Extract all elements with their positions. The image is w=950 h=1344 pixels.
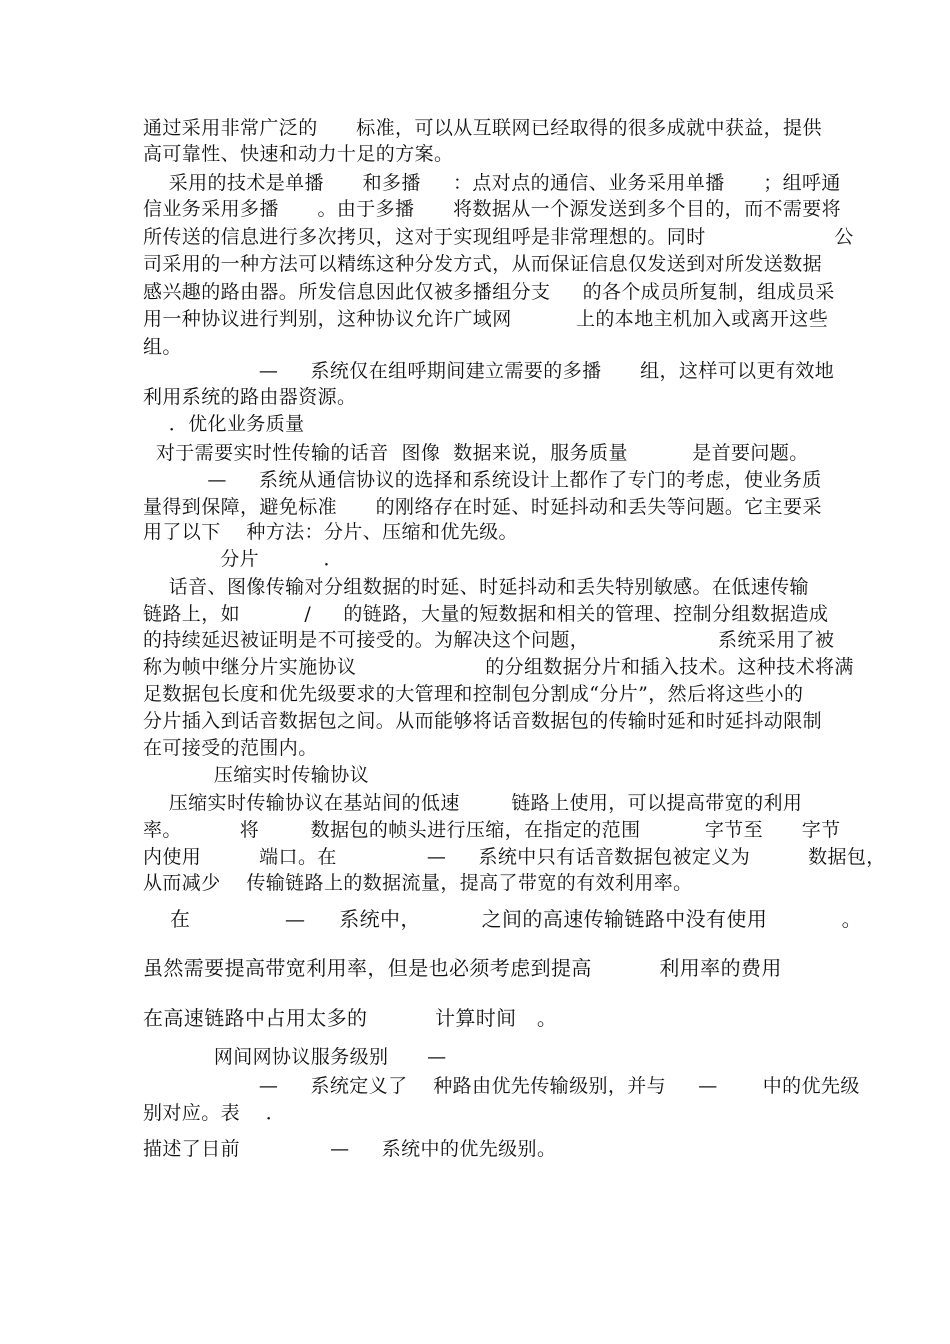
- text-line: 信业务采用多播 。由于多播 将数据从一个源发送到多个目的，而不需要将: [143, 198, 842, 220]
- text-line: 感兴趣的路由器。所发信息因此仅被多播组分支 的各个成员所复制，组成员采: [143, 281, 835, 303]
- text-line: 从而减少 传输链路上的数据流量，提高了带宽的有效利用率。: [143, 872, 693, 894]
- text-line: 称为帧中继分片实施协议 的分组数据分片和插入技术。这种技术将满: [143, 656, 854, 678]
- text-line: 足数据包长度和优先级要求的大管理和控制包分割成“分片”，然后将这些小的: [143, 683, 804, 705]
- text-line: 的持续延迟被证明是不可接受的。为解决这个问题， 系统采用了被: [143, 629, 835, 651]
- text-line: 用一种协议进行判别，这种协议允许广域网 上的本地主机加入或离开这些: [143, 308, 829, 330]
- text-line: 量得到保障，避免标准 的刚络存在时延、时延抖动和丢失等问题。它主要采: [143, 496, 822, 518]
- text-line: 司采用的一种方法可以精练这种分发方式，从而保证信息仅发送到对所发送数据: [143, 253, 823, 275]
- text-line: 链路上，如 / 的链路，大量的短数据和相关的管理、控制分组数据造成: [143, 603, 829, 625]
- text-line: 在高速链路中占用太多的 计算时间 。: [143, 1006, 558, 1030]
- text-line: — 系统从通信协议的选择和系统设计上都作了专门的考虑，使业务质: [143, 469, 822, 491]
- text-line: 利用系统的路由器资源。: [143, 386, 357, 408]
- text-line: 高可靠性、快速和动力十足的方案。: [143, 143, 454, 165]
- subsection-heading: 分片 ．: [143, 548, 343, 570]
- text-line: 在可接受的范围内。: [143, 737, 318, 759]
- text-line: 内使用 端口。在 — 系统中只有话音数据包被定义为 数据包，: [143, 846, 886, 868]
- section-heading: ．优化业务质量: [143, 413, 305, 435]
- text-line: 虽然需要提高带宽利用率，但是也必须考虑到提高 利用率的费用: [143, 956, 782, 980]
- text-line: 在 — 系统中， 之间的高速传输链路中没有使用 。: [143, 907, 862, 931]
- text-line: 通过采用非常广泛的 标准，可以从互联网已经取得的很多成就中获益，提供: [143, 117, 822, 139]
- text-line: 率。 将 数据包的帧头进行压缩，在指定的范围 字节至 字节: [143, 819, 841, 841]
- text-line: 用了以下 种方法：分片、压缩和优先级。: [143, 521, 518, 543]
- text-line: 分片插入到话音数据包之间。从而能够将话音数据包的传输时延和时延抖动限制: [143, 710, 823, 732]
- subsection-heading: 压缩实时传输协议: [143, 764, 370, 786]
- text-line: 压缩实时传输协议在基站间的低速 链路上使用，可以提高带宽的利用: [143, 792, 803, 814]
- text-line: 别对应。表 ．: [143, 1102, 286, 1124]
- subsection-heading: 网间网协议服务级别 —: [143, 1046, 447, 1068]
- text-line: — 系统定义了 种路由优先传输级别，并与 — 中的优先级: [143, 1075, 860, 1097]
- text-line: 描述了日前 — 系统中的优先级别。: [143, 1138, 557, 1160]
- text-line: — 系统仅在组呼期间建立需要的多播 组，这样可以更有效地: [143, 360, 835, 382]
- text-line: 组。: [143, 336, 182, 358]
- text-line: 对于需要实时性传输的话音 图像 数据来说，服务质量 是首要问题。: [143, 442, 809, 464]
- text-line: 话音、图像传输对分组数据的时延、时延抖动和丢失特别敏感。在低速传输: [143, 576, 809, 598]
- text-line: 采用的技术是单播 和多播 ：点对点的通信、业务采用单播 ；组呼通: [143, 172, 841, 194]
- text-line: 所传送的信息进行多次拷贝，这对于实现组呼是非常理想的。同时 公: [143, 226, 854, 248]
